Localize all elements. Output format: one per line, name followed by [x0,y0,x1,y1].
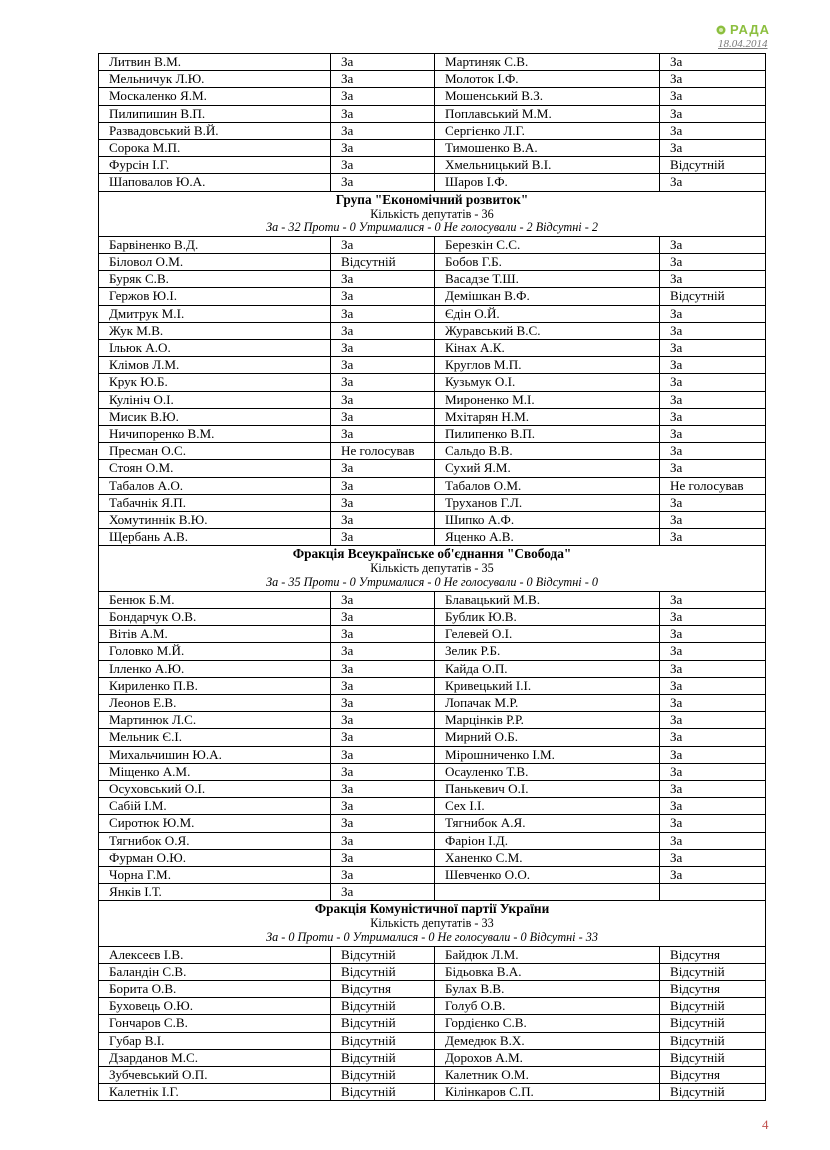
deputy-name: Сухий Я.М. [435,460,660,477]
deputy-name: Пилипенко В.П. [435,426,660,443]
deputy-name: Алексеєв І.В. [99,946,331,963]
deputy-name: Яценко А.В. [435,529,660,546]
deputy-name: Березкін С.С. [435,236,660,253]
deputy-name: Пресман О.С. [99,443,331,460]
vote-result: Відсутній [331,1015,435,1032]
deputy-name: Бідьовка В.А. [435,963,660,980]
deputy-name: Буховець О.Ю. [99,998,331,1015]
vote-result: За [660,236,766,253]
vote-result: За [331,832,435,849]
table-row [99,798,766,815]
deputy-name: Клімов Л.М. [99,357,331,374]
deputy-name: Ханенко С.М. [435,849,660,866]
vote-result: Відсутня [660,980,766,997]
vote-result: За [331,305,435,322]
deputy-name: Пилипишин В.П. [99,105,331,122]
deputy-name: Шаров І.Ф. [435,174,660,191]
deputy-name: Леонов Е.В. [99,694,331,711]
deputy-name: Мироненко М.І. [435,391,660,408]
deputy-name: Єдін О.Й. [435,305,660,322]
deputy-name: Демедюк В.Х. [435,1032,660,1049]
deputy-name: Дорохов А.М. [435,1049,660,1066]
vote-result: За [660,426,766,443]
deputy-name: Зелик Р.Б. [435,643,660,660]
deputy-name: Кайда О.П. [435,660,660,677]
vote-result: За [331,780,435,797]
table-row [99,254,766,271]
vote-result: За [331,729,435,746]
deputy-name: Фурсін І.Г. [99,157,331,174]
vote-result: За [331,340,435,357]
vote-result: За [331,288,435,305]
deputy-name: Табалов О.М. [435,477,660,494]
deputy-name: Бобов Г.Б. [435,254,660,271]
table-row [99,426,766,443]
vote-result: За [331,236,435,253]
deputy-name: Литвин В.М. [99,54,331,71]
faction-header [99,191,766,236]
vote-result: Відсутня [331,980,435,997]
deputy-name: Баландін С.В. [99,963,331,980]
table-row [99,780,766,797]
deputy-name: Сех І.І. [435,798,660,815]
table-row [99,591,766,608]
table-row [99,998,766,1015]
faction-header-cell [99,546,766,591]
table-row [99,643,766,660]
table-row [99,322,766,339]
faction-header [99,546,766,591]
table-row [99,529,766,546]
deputy-name: Булах В.В. [435,980,660,997]
deputy-name: Марцінків Р.Р. [435,712,660,729]
deputy-name: Буряк С.В. [99,271,331,288]
deputy-name: Труханов Г.Л. [435,494,660,511]
vote-result: Відсутній [331,998,435,1015]
vote-result: За [660,643,766,660]
vote-result: За [331,866,435,883]
vote-result: Відсутній [660,1015,766,1032]
table-row [99,512,766,529]
deputy-name: Зубчевський О.П. [99,1066,331,1083]
deputy-name: Бенюк Б.М. [99,591,331,608]
table-row [99,340,766,357]
vote-result: За [331,512,435,529]
table-row [99,963,766,980]
deputy-name: Михальчишин Ю.А. [99,746,331,763]
vote-result: За [660,660,766,677]
vote-results-table [98,53,766,1101]
table-row [99,763,766,780]
deputy-name: Гончаров С.В. [99,1015,331,1032]
vote-result: За [660,88,766,105]
vote-result: За [331,357,435,374]
deputy-name: Мартинюк Л.С. [99,712,331,729]
deputy-name: Мірошниченко І.М. [435,746,660,763]
vote-result: За [660,780,766,797]
vote-result: За [660,608,766,625]
vote-result: За [331,122,435,139]
deputy-name: Гордієнко С.В. [435,1015,660,1032]
vote-result: За [660,512,766,529]
vote-result: За [331,677,435,694]
table-row [99,946,766,963]
vote-result: За [660,460,766,477]
deputy-name: Гержов Ю.І. [99,288,331,305]
deputy-name: Борита О.В. [99,980,331,997]
deputy-name: Мельничук Л.Ю. [99,71,331,88]
vote-result: За [660,271,766,288]
table-row [99,746,766,763]
vote-result: За [660,122,766,139]
vote-result: За [331,88,435,105]
deputy-name: Блавацький М.В. [435,591,660,608]
vote-result: За [331,694,435,711]
deputy-name: Молоток І.Ф. [435,71,660,88]
vote-result: За [660,712,766,729]
vote-result: За [660,494,766,511]
deputy-name: Кривецький І.І. [435,677,660,694]
deputy-name: Дмитрук М.І. [99,305,331,322]
deputy-name: Жук М.В. [99,322,331,339]
deputy-name: Тягнибок А.Я. [435,815,660,832]
table-row [99,460,766,477]
vote-result: За [331,660,435,677]
table-row [99,157,766,174]
vote-result: За [660,849,766,866]
vote-result: За [331,271,435,288]
vote-result: За [660,357,766,374]
vote-summary: За - 35 Проти - 0 Утрималися - 0 Не голосували - 0 Відсутні - 0 [266,575,598,590]
table-row [99,105,766,122]
faction-header-cell [99,191,766,236]
table-row [99,729,766,746]
deputy-name: Мартиняк С.В. [435,54,660,71]
deputy-name [435,884,660,901]
table-row [99,174,766,191]
vote-result: За [331,763,435,780]
table-row [99,443,766,460]
deputy-name: Янків І.Т. [99,884,331,901]
vote-result: Відсутній [331,254,435,271]
table-row [99,1066,766,1083]
table-row [99,408,766,425]
deputy-name: Демішкан В.Ф. [435,288,660,305]
vote-result: Відсутній [660,288,766,305]
vote-result: За [331,105,435,122]
vote-result: За [660,374,766,391]
table-row [99,626,766,643]
vote-result: За [660,408,766,425]
deputy-name: Біловол О.М. [99,254,331,271]
vote-result: За [660,626,766,643]
vote-result: За [331,71,435,88]
deputy-name: Мирний О.Б. [435,729,660,746]
deputy-name: Табалов А.О. [99,477,331,494]
deputy-name: Сорока М.П. [99,140,331,157]
table-row [99,1049,766,1066]
deputies-count: Кількість депутатів - 36 [370,206,494,221]
table-row [99,1015,766,1032]
vote-result: За [660,443,766,460]
vote-result: За [660,105,766,122]
table-row [99,884,766,901]
vote-result: За [331,174,435,191]
vote-result: За [660,591,766,608]
vote-result: За [660,866,766,883]
vote-result: За [660,815,766,832]
vote-result: Відсутній [331,1049,435,1066]
vote-result: За [331,643,435,660]
table-row [99,815,766,832]
vote-result: За [660,746,766,763]
deputy-name: Сиротюк Ю.М. [99,815,331,832]
deputy-name: Осауленко Т.В. [435,763,660,780]
deputy-name: Ничипоренко В.М. [99,426,331,443]
faction-header [99,901,766,946]
deputies-count: Кількість депутатів - 35 [370,561,494,576]
vote-result: За [331,608,435,625]
table-row [99,866,766,883]
deputy-name: Мхітарян Н.М. [435,408,660,425]
deputy-name: Развадовський В.Й. [99,122,331,139]
deputy-name: Калетнік І.Г. [99,1084,331,1101]
vote-result: За [660,54,766,71]
vote-result: За [331,815,435,832]
deputy-name: Вітів А.М. [99,626,331,643]
deputy-name: Хмельницький В.І. [435,157,660,174]
deputy-name: Сабій І.М. [99,798,331,815]
table-row [99,271,766,288]
vote-result: За [331,426,435,443]
table-row [99,140,766,157]
deputy-name: Журавський В.С. [435,322,660,339]
deputy-name: Кузьмук О.І. [435,374,660,391]
table-row [99,677,766,694]
table-row [99,660,766,677]
vote-result: За [660,254,766,271]
vote-result: За [331,374,435,391]
deputy-name: Москаленко Я.М. [99,88,331,105]
vote-result: За [331,626,435,643]
vote-result: Відсутній [331,1032,435,1049]
deputy-name: Фурман О.Ю. [99,849,331,866]
deputy-name: Табачнік Я.П. [99,494,331,511]
vote-result: За [660,174,766,191]
deputy-name: Щербань А.В. [99,529,331,546]
vote-result: Не голосував [331,443,435,460]
vote-result: За [331,849,435,866]
deputy-name: Дзарданов М.С. [99,1049,331,1066]
vote-result: За [331,477,435,494]
deputy-name: Міщенко А.М. [99,763,331,780]
deputy-name: Голуб О.В. [435,998,660,1015]
vote-result: За [660,322,766,339]
table-row [99,391,766,408]
vote-result: Відсутній [660,1084,766,1101]
deputy-name: Шаповалов Ю.А. [99,174,331,191]
deputy-name: Тягнибок О.Я. [99,832,331,849]
deputy-name: Шевченко О.О. [435,866,660,883]
logo-text: РАДА [730,22,771,37]
vote-result: За [331,798,435,815]
deputy-name: Губар В.І. [99,1032,331,1049]
deputy-name: Калетник О.М. [435,1066,660,1083]
deputy-name: Хомутиннік В.Ю. [99,512,331,529]
vote-result: Відсутній [660,1049,766,1066]
vote-result: Відсутня [660,946,766,963]
vote-result: За [331,391,435,408]
deputy-name: Осуховський О.І. [99,780,331,797]
vote-result: За [660,71,766,88]
vote-result: Відсутній [331,946,435,963]
faction-title: Група "Економічний розвиток" [335,191,529,207]
deputy-name: Ільюк А.О. [99,340,331,357]
deputy-name: Крук Ю.Б. [99,374,331,391]
page-number: 4 [762,1117,769,1132]
deputy-name: Мельник Є.І. [99,729,331,746]
table-row [99,1084,766,1101]
vote-result: Відсутній [331,1084,435,1101]
deputy-name: Мисик В.Ю. [99,408,331,425]
deputy-name: Панькевич О.І. [435,780,660,797]
table-row [99,494,766,511]
vote-result: За [331,529,435,546]
deputy-name: Лопачак М.Р. [435,694,660,711]
vote-result: Відсутня [660,1066,766,1083]
deputy-name: Сергієнко Л.Г. [435,122,660,139]
table-row [99,357,766,374]
vote-result: За [331,494,435,511]
deputies-count: Кількість депутатів - 33 [370,916,494,931]
vote-result: За [660,529,766,546]
vote-summary: За - 32 Проти - 0 Утрималися - 0 Не голосували - 2 Відсутні - 2 [266,220,598,235]
deputy-name: Тимошенко В.А. [435,140,660,157]
vote-result: Відсутній [660,157,766,174]
vote-result: За [660,305,766,322]
vote-result: За [331,746,435,763]
vote-result: За [660,798,766,815]
deputy-name: Бублик Ю.В. [435,608,660,625]
leaf-icon [716,25,726,35]
vote-result: Відсутній [660,998,766,1015]
table-row [99,1032,766,1049]
table-row [99,712,766,729]
deputy-name: Кілінкаров С.П. [435,1084,660,1101]
vote-result: За [660,677,766,694]
table-row [99,477,766,494]
deputy-name: Мошенський В.З. [435,88,660,105]
vote-result: За [660,140,766,157]
table-row [99,54,766,71]
vote-result [660,884,766,901]
deputy-name: Шипко А.Ф. [435,512,660,529]
table-row [99,980,766,997]
deputy-name: Ілленко А.Ю. [99,660,331,677]
table-row [99,288,766,305]
table-row [99,122,766,139]
vote-result: За [660,391,766,408]
table-row [99,88,766,105]
vote-result: Відсутній [331,963,435,980]
vote-result: За [331,322,435,339]
table-row [99,832,766,849]
table-row [99,71,766,88]
deputy-name: Головко М.Й. [99,643,331,660]
table-row [99,236,766,253]
vote-result: За [660,832,766,849]
vote-result: Відсутній [331,1066,435,1083]
deputy-name: Байдюк Л.М. [435,946,660,963]
deputy-name: Сальдо В.В. [435,443,660,460]
deputy-name: Поплавський М.М. [435,105,660,122]
vote-result: За [660,763,766,780]
deputy-name: Чорна Г.М. [99,866,331,883]
deputy-name: Барвіненко В.Д. [99,236,331,253]
vote-result: Не голосував [660,477,766,494]
deputy-name: Кінах А.К. [435,340,660,357]
table-row [99,694,766,711]
deputy-name: Стоян О.М. [99,460,331,477]
vote-result: За [331,460,435,477]
vote-result: За [331,712,435,729]
deputy-name: Круглов М.П. [435,357,660,374]
table-row [99,305,766,322]
vote-result: За [331,408,435,425]
deputy-name: Кулініч О.І. [99,391,331,408]
deputy-name: Гелевей О.І. [435,626,660,643]
vote-result: За [331,140,435,157]
vote-result: За [331,54,435,71]
vote-result: За [331,157,435,174]
deputy-name: Кириленко П.В. [99,677,331,694]
vote-result: Відсутній [660,963,766,980]
document-date: 18.04.2014 [718,38,768,50]
vote-result: За [660,729,766,746]
vote-result: Відсутній [660,1032,766,1049]
faction-title: Фракція Всеукраїнське об'єднання "Свобода" [292,546,572,562]
vote-result: За [660,694,766,711]
vote-result: За [331,591,435,608]
vote-result: За [331,884,435,901]
faction-title: Фракція Комуністичної партії України [314,901,550,917]
vote-result: За [660,340,766,357]
vote-summary: За - 0 Проти - 0 Утрималися - 0 Не голосували - 0 Відсутні - 33 [266,929,598,944]
deputy-name: Бондарчук О.В. [99,608,331,625]
deputy-name: Фаріон І.Д. [435,832,660,849]
table-row [99,608,766,625]
rada-logo [716,22,776,56]
table-row [99,849,766,866]
table-row [99,374,766,391]
faction-header-cell [99,901,766,946]
deputy-name: Васадзе Т.Ш. [435,271,660,288]
